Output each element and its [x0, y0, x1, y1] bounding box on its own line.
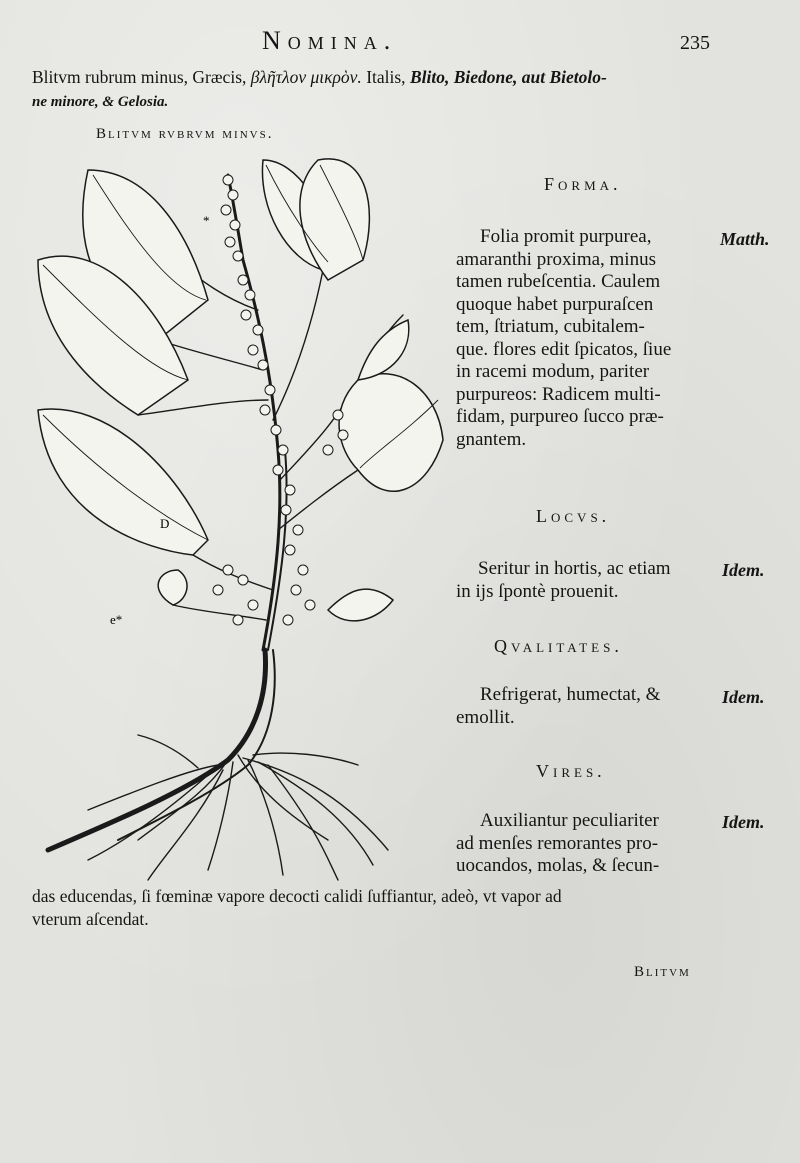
leaf	[328, 589, 393, 621]
plate-caption: Blitvm rvbrvm minvs.	[96, 126, 274, 142]
catchword: Blitvm	[634, 964, 691, 980]
seed-mark: e*	[110, 612, 123, 627]
forma-line: purpureos: Radicem multi-	[456, 383, 661, 405]
locus-text	[456, 558, 671, 603]
letter-mark: D	[160, 516, 170, 531]
locus-line: Seritur in hortis, ac etiam	[478, 558, 671, 579]
section-heading-vires: Vires.	[536, 761, 606, 781]
intro-lead: Blitvm rubrum minus, Græcis,	[32, 67, 251, 87]
margin-reference: Idem.	[722, 687, 765, 707]
leaf	[358, 320, 409, 380]
leaf	[158, 570, 187, 605]
forma-line: tamen rubeſcentia. Caulem	[456, 271, 661, 292]
vires-full-line: das educendas, ſi fœminæ vapore decocti calidi ſuffiantur, adeò, vt vapor ad	[32, 886, 562, 906]
forma-line: quoque habet purpuraſcen	[456, 293, 654, 315]
vires-line: uocandos, molas, & ſecun-	[456, 855, 660, 876]
qualitates-line: emollit.	[456, 706, 515, 728]
vires-full-line: vterum aſcendat.	[32, 908, 149, 929]
vires-line: ad menſes remorantes pro-	[456, 832, 659, 854]
locus-line: in ijs ſpontè prouenit.	[456, 580, 619, 602]
margin-reference: Matth.	[720, 229, 770, 249]
vires-full-text	[32, 885, 562, 930]
forma-line: fidam, purpureo ſucco præ-	[456, 406, 664, 427]
plant-names-paragraph	[32, 66, 607, 114]
page-number: 235	[680, 32, 710, 54]
vires-line: Auxiliantur peculiariter	[480, 810, 659, 831]
qualitates-text	[456, 684, 660, 729]
section-heading-locus: Locvs.	[536, 506, 611, 526]
forma-line: gnantem.	[456, 428, 527, 450]
qualitates-line: Refrigerat, humectat, &	[480, 684, 661, 705]
margin-reference: Idem.	[722, 812, 765, 832]
forma-text	[456, 226, 671, 451]
section-heading-forma: Forma.	[544, 174, 622, 194]
forma-line: Folia promit purpurea,	[480, 226, 652, 247]
leaf	[38, 409, 208, 555]
margin-reference: Idem.	[722, 560, 765, 580]
leaf	[339, 374, 443, 492]
intro-names-line2: ne minore, & Gelosia.	[32, 94, 169, 110]
intro-names-line1: Blito, Biedone, aut Bietolo-	[409, 67, 607, 87]
star-mark: *	[203, 213, 210, 228]
section-heading-qualitates: Qvalitates.	[494, 636, 623, 656]
forma-line: in racemi modum, pariter	[456, 361, 650, 382]
intro-italis: Italis,	[361, 67, 410, 87]
vires-text	[456, 810, 659, 878]
forma-line: tem, ſtriatum, cubitalem-	[456, 316, 645, 337]
forma-line: que. flores edit ſpicatos, ſiue	[456, 338, 672, 360]
intro-greek: βλῆτλον μικρὸν.	[250, 67, 362, 87]
running-header: Nomina.	[262, 26, 398, 55]
plant-woodcut-illustration	[28, 150, 458, 890]
forma-line: amaranthi proxima, minus	[456, 248, 656, 270]
